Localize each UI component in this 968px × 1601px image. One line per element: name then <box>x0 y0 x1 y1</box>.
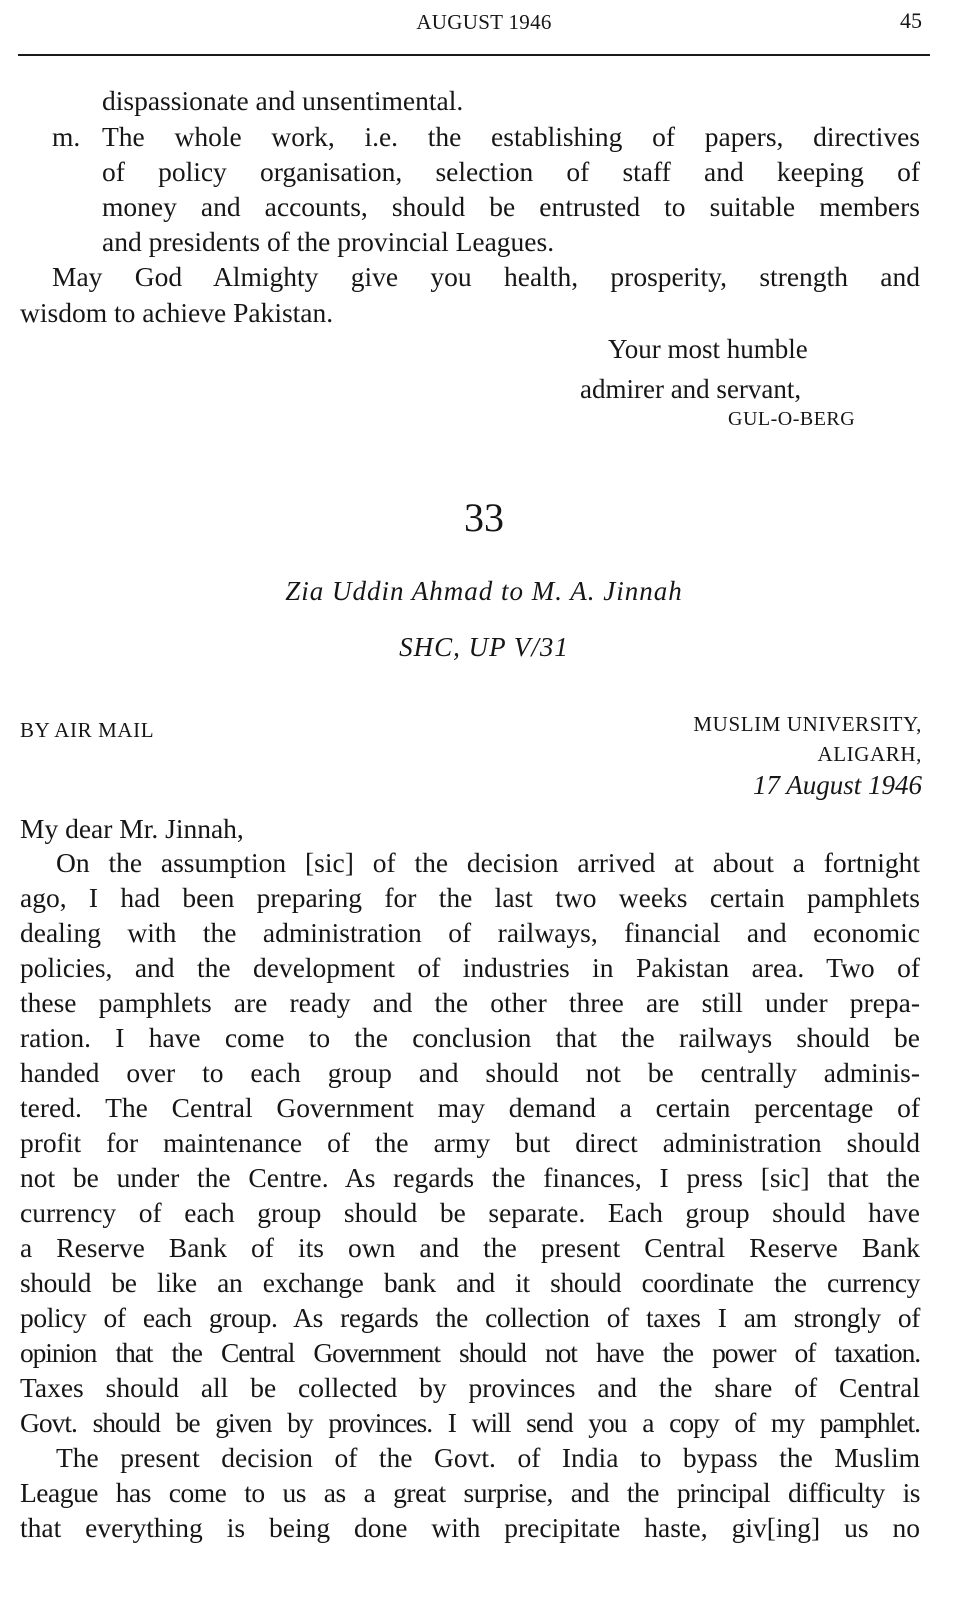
body-line: profit for maintenance of the army but direct administration should <box>20 1127 920 1158</box>
letter-date: 17 August 1946 <box>752 770 922 800</box>
list-marker-m: m. <box>52 121 81 152</box>
body-line: a Reserve Bank of its own and the present Central Reserve Bank <box>20 1232 920 1263</box>
salutation: My dear Mr. Jinnah, <box>20 813 244 844</box>
body-line: On the assumption [sic] of the decision arrived at about a fortnight <box>56 847 920 878</box>
body-line: tered. The Central Government may demand a certain percentage of <box>20 1092 920 1123</box>
body-line: Govt. should be given by provinces. I will send you a copy of my pamphlet. <box>20 1407 920 1438</box>
page-number: 45 <box>900 8 922 33</box>
running-head <box>0 8 968 38</box>
body-line: ago, I had been preparing for the last two weeks certain pamphlets <box>20 882 920 913</box>
document-title: Zia Uddin Ahmad to M. A. Jinnah <box>285 576 683 606</box>
body-line: League has come to us as a great surprise, and the principal difficulty is <box>20 1477 920 1508</box>
running-head-title: AUGUST 1946 <box>416 10 552 34</box>
continuation-line: dispassionate and unsentimental. <box>102 85 464 116</box>
document-source: SHC, UP V/31 <box>399 632 569 662</box>
body-line: policy of each group. As regards the collection of taxes I am strongly of <box>20 1302 920 1333</box>
body-line: currency of each group should be separate. Each group should have <box>20 1197 920 1228</box>
item-m-line: and presidents of the provincial Leagues. <box>102 226 555 257</box>
body-line: Taxes should all be collected by provinces and the share of Central <box>20 1372 920 1403</box>
body-line: opinion that the Central Government should not have the power of taxation. <box>20 1337 920 1368</box>
body-line: these pamphlets are ready and the other three are still under prepa- <box>20 987 920 1018</box>
blessing-line: wisdom to achieve Pakistan. <box>20 297 334 328</box>
delivery-note: BY AIR MAIL <box>20 718 155 742</box>
body-line: should be like an exchange bank and it should coordinate the currency <box>20 1267 920 1298</box>
item-m-line: The whole work, i.e. the establishing of papers, directives <box>102 121 920 152</box>
body-line: dealing with the administration of railways, financial and economic <box>20 917 920 948</box>
sender-address-line: MUSLIM UNIVERSITY, <box>693 712 922 736</box>
sender-address-line: ALIGARH, <box>817 742 922 766</box>
body-line: that everything is being done with precipitate haste, giv[ing] us no <box>20 1512 920 1543</box>
body-line: not be under the Centre. As regards the finances, I press [sic] that the <box>20 1162 920 1193</box>
closing-line: Your most humble <box>608 334 808 364</box>
body-line: policies, and the development of industries in Pakistan area. Two of <box>20 952 920 983</box>
signature: GUL-O-BERG <box>728 408 856 430</box>
header-rule <box>18 54 930 56</box>
closing-line: admirer and servant, <box>580 374 802 404</box>
item-m-line: money and accounts, should be entrusted to suitable members <box>102 191 920 222</box>
blessing-line: May God Almighty give you health, prosperity, strength and <box>52 261 920 292</box>
body-line: ration. I have come to the conclusion that the railways should be <box>20 1022 920 1053</box>
document-number: 33 <box>464 495 504 540</box>
body-line: The present decision of the Govt. of India to bypass the Muslim <box>56 1442 920 1473</box>
body-line: handed over to each group and should not be centrally adminis- <box>20 1057 920 1088</box>
item-m-line: of policy organisation, selection of staff and keeping of <box>102 156 920 187</box>
